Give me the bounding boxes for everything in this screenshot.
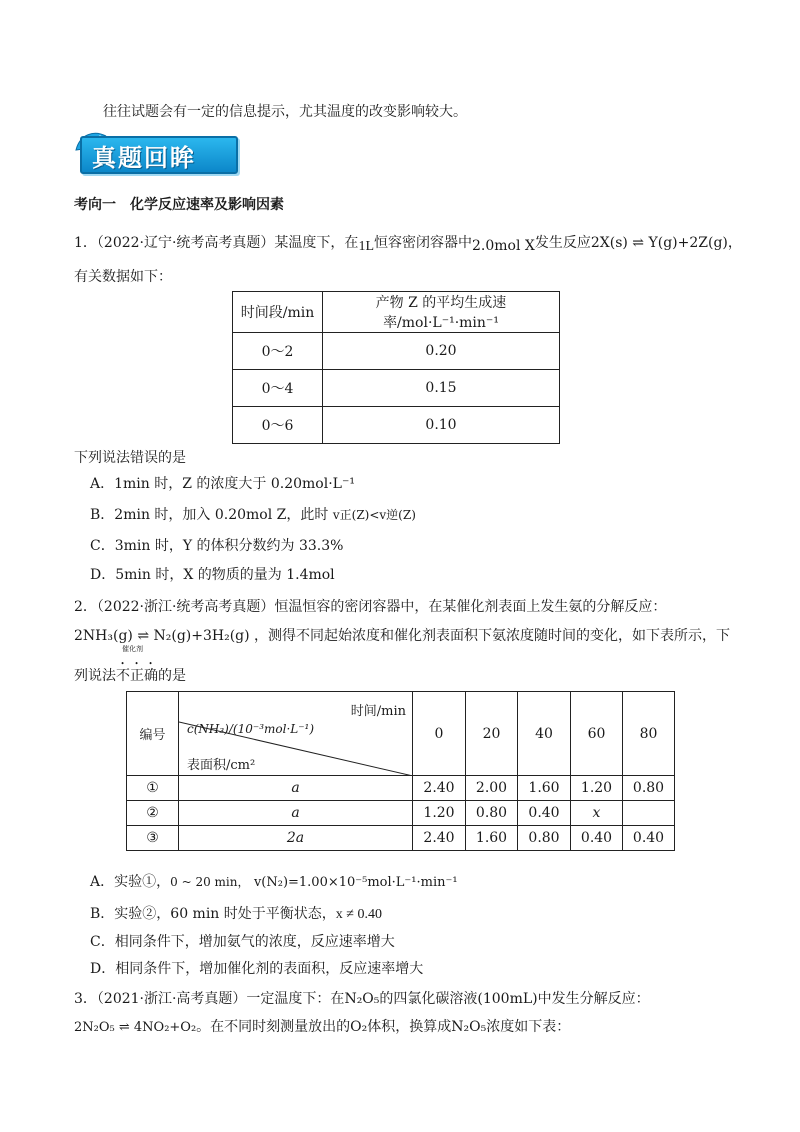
table-cell: 0.15	[323, 370, 560, 407]
option-text: A．实验①，	[90, 874, 171, 890]
table-row	[233, 333, 560, 370]
q1-stem-part: 发生反应	[534, 235, 591, 251]
table-row	[127, 776, 675, 801]
q2-stem-line1: 2．（2022·浙江·统考高考真题）恒温恒容的密闭容器中，在某催化剂表面上发生氨的分解反应：	[74, 599, 667, 615]
option-text: B．2min 时，加入 0.20mol Z，此时	[90, 507, 333, 523]
q2-stem-line2	[74, 625, 731, 653]
q3-stem-part: 3．（2021·浙江·高考真题）一定温度下：在	[74, 991, 345, 1007]
diag-top-label: 时间/min	[350, 704, 406, 719]
table-cell: 0.20	[323, 333, 560, 370]
q2-data-table	[126, 691, 675, 851]
q3-stem-part: 体积，换算成	[367, 1019, 452, 1035]
q3-stem-line2	[74, 1016, 570, 1036]
q1-option-c: C．3min 时，Y 的体积分数约为 33.3%	[90, 538, 344, 554]
table-cell: 2.40	[413, 776, 466, 801]
q1-option-d: D．5min 时，X 的物质的量为 1.4mol	[90, 567, 335, 583]
q2-stem-part: 列说法	[74, 668, 116, 684]
q3-o2: O₂	[350, 1019, 368, 1035]
table-cell: a	[179, 776, 413, 801]
table-cell: 1.60	[466, 826, 518, 851]
table-cell: x	[571, 801, 623, 826]
option-text: B．实验②，60 min 时处于平衡状态，	[90, 906, 336, 922]
table-row	[127, 801, 675, 826]
table-cell: 0.80	[466, 801, 518, 826]
option-range: 0 ~ 20 min，	[170, 875, 250, 889]
q3-equation: 2N₂O₅ ⇌ 4NO₂+O₂	[74, 1020, 197, 1035]
q2-equation: 2NH₃(g) ⇌ N₂(g)+3H₂(g)	[74, 628, 250, 644]
table-cell: 0～4	[233, 370, 323, 407]
q1-prompt: 下列说法错误的是	[74, 450, 186, 466]
q1-option-b	[90, 504, 416, 524]
time-header: 60	[571, 692, 623, 776]
q2-option-a	[90, 871, 458, 891]
table-cell: a	[179, 801, 413, 826]
table-cell: 1.60	[518, 776, 571, 801]
table-cell: ②	[127, 801, 179, 826]
intro-text: 往往试题会有一定的信息提示，尤其温度的改变影响较大。	[103, 104, 467, 120]
table-cell: 1.20	[571, 776, 623, 801]
q2-stem-line3	[74, 660, 186, 685]
q1-equation: 2X(s) ⇌ Y(g)+2Z(g)，	[590, 235, 742, 251]
q2-equation-wrap	[74, 628, 254, 653]
q3-stem-part: 浓度如下表：	[486, 1019, 571, 1035]
table-cell: 0.40	[518, 801, 571, 826]
table-cell: 0.10	[323, 407, 560, 444]
q1-volume: 1L	[358, 239, 374, 254]
q2-stem-part: ，测得不同起始浓度和催化剂表面积下氨浓度随时间的变化，如下表所示，下	[254, 628, 731, 644]
q3-species: N₂O₅	[451, 1019, 487, 1035]
header-cell: 时间段/min	[233, 292, 323, 333]
q2-option-c: C．相同条件下，增加氨气的浓度，反应速率增大	[90, 934, 395, 950]
table-header-row	[233, 292, 560, 333]
q2-stem-part: 的是	[158, 668, 186, 684]
table-cell: 0～2	[233, 333, 323, 370]
q1-data-table	[232, 291, 560, 444]
q1-stem-line2: 有关数据如下：	[74, 269, 172, 285]
section-banner	[72, 128, 240, 176]
time-header: 0	[413, 692, 466, 776]
table-row	[233, 370, 560, 407]
q1-stem-part: 恒容密闭容器中	[374, 235, 472, 251]
option-formula: v(N₂)=1.00×10⁻⁵mol·L⁻¹·min⁻¹	[253, 875, 458, 890]
table-row	[127, 826, 675, 851]
table-cell: 1.20	[413, 801, 466, 826]
table-cell: 2a	[179, 826, 413, 851]
q1-stem-part: 1．（2022·辽宁·统考高考真题）某温度下，在	[74, 235, 359, 251]
q1-amount: 2.0mol X	[472, 238, 535, 254]
catalyst-label: 催化剂	[122, 645, 143, 653]
diag-mid-label: c(NH₃)/(10⁻³mol·L⁻¹)	[187, 722, 315, 736]
q3-stem-line1	[74, 988, 650, 1008]
table-cell: 0.80	[623, 776, 675, 801]
option-formula: v正(Z)<v逆(Z)	[332, 508, 416, 522]
q3-stem-part: 的四氯化碳溶液(100mL)中发生分解反应：	[379, 991, 650, 1007]
q1-option-a: A．1min 时，Z 的浓度大于 0.20mol·L⁻¹	[90, 476, 355, 492]
q1-stem-line1	[74, 232, 742, 252]
table-cell: 0～6	[233, 407, 323, 444]
time-header: 40	[518, 692, 571, 776]
q2-option-d: D．相同条件下，增加催化剂的表面积，反应速率增大	[90, 961, 424, 977]
header-cell: 编号	[127, 692, 179, 776]
section-title: 考向一 化学反应速率及影响因素	[74, 197, 284, 213]
table-cell: 2.00	[466, 776, 518, 801]
time-header: 20	[466, 692, 518, 776]
diagonal-header-cell	[179, 692, 413, 776]
table-cell	[623, 801, 675, 826]
banner-label: 真题回眸	[92, 144, 196, 172]
option-formula: x ≠ 0.40	[335, 907, 382, 922]
table-cell: 2.40	[413, 826, 466, 851]
diag-bottom-label: 表面积/cm²	[187, 758, 256, 773]
table-cell: ③	[127, 826, 179, 851]
q3-stem-part: 。在不同时刻测量放出的	[196, 1019, 351, 1035]
table-header-row	[127, 692, 675, 776]
table-row	[233, 407, 560, 444]
table-cell: 0.40	[623, 826, 675, 851]
table-cell: 0.80	[518, 826, 571, 851]
time-header: 80	[623, 692, 675, 776]
header-cell: 产物 Z 的平均生成速率/mol·L⁻¹·min⁻¹	[323, 292, 560, 333]
q2-option-b	[90, 903, 382, 923]
q2-emphasis: 不正确	[116, 668, 158, 684]
table-cell: 0.40	[571, 826, 623, 851]
q3-species: N₂O₅	[344, 991, 380, 1007]
table-cell: ①	[127, 776, 179, 801]
